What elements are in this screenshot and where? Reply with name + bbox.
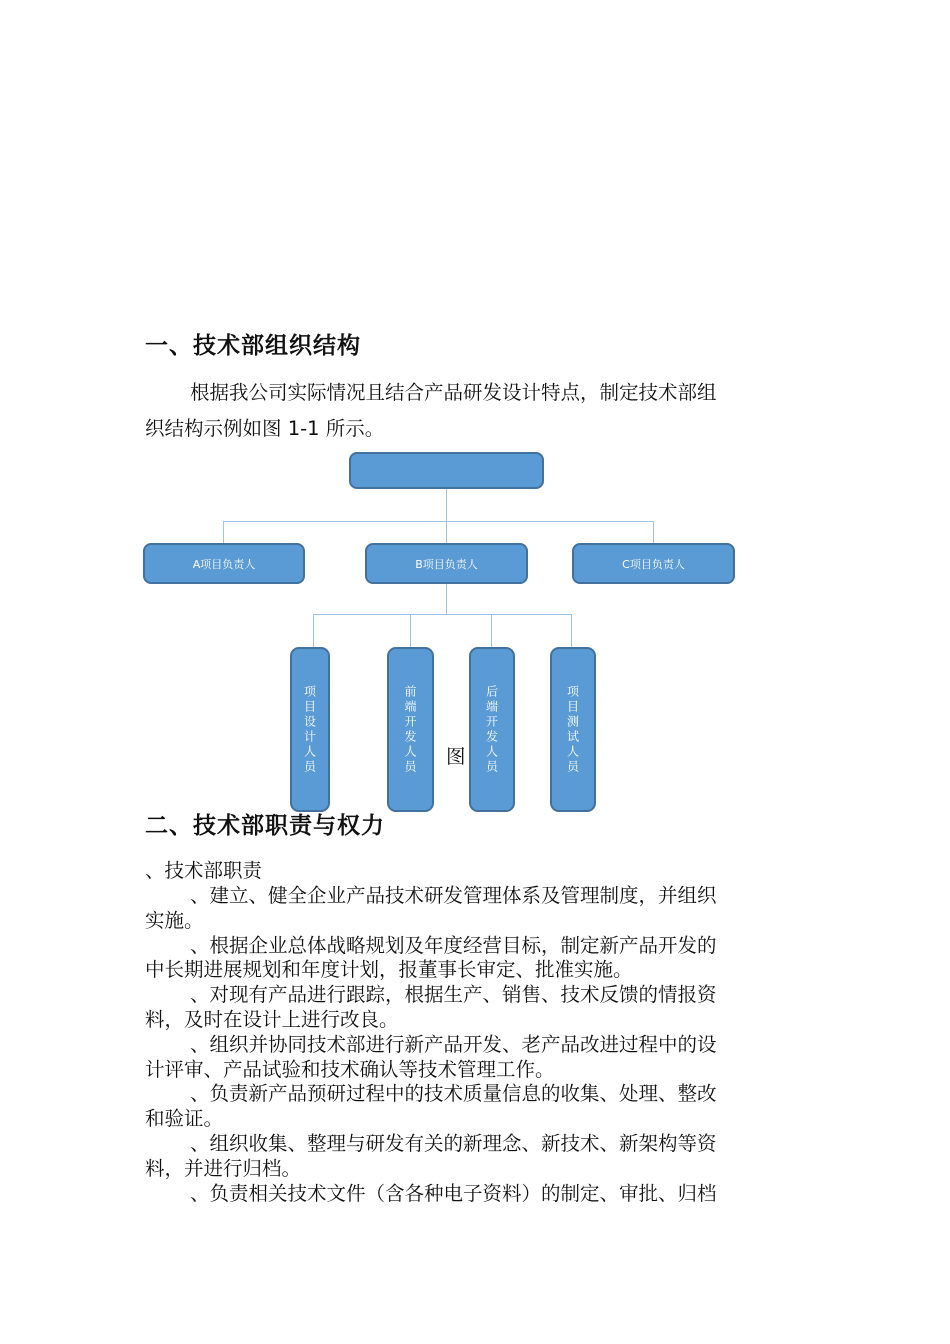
section-heading-2: 二、技术部职责与权力: [145, 813, 385, 839]
duty-line: 、负责新产品预研过程中的技术质量信息的收集、处理、整改: [190, 1082, 717, 1106]
duties-list: [145, 884, 810, 1206]
duty-line: 料，并进行归档。: [145, 1156, 302, 1180]
duty-line: 、组织并协同技术部进行新产品开发、老产品改进过程中的设: [190, 1032, 717, 1056]
manager-box-b: B项目负责人: [365, 543, 528, 584]
connector-line: [491, 614, 492, 648]
connector-line: [653, 521, 654, 544]
duty-line: 、组织收集、整理与研发有关的新理念、新技术、新架构等资: [190, 1131, 717, 1155]
connector-line: [223, 521, 224, 544]
manager-box-c: C项目负责人: [572, 543, 735, 584]
duty-line: 中长期进展规划和年度计划，报董事长审定、批准实施。: [145, 958, 633, 982]
connector-line: [313, 614, 314, 648]
connector-line: [313, 614, 572, 615]
manager-box-a: A项目负责人: [143, 543, 305, 584]
staff-box-testing: 项目测试人员: [550, 647, 596, 812]
connector-line: [410, 614, 411, 648]
duty-line: 计评审、产品试验和技术确认等技术管理工作。: [145, 1057, 555, 1081]
sub-heading: 、技术部职责: [145, 859, 263, 882]
connector-line: [571, 614, 572, 648]
section-heading-1: 一、技术部组织结构: [145, 333, 361, 359]
staff-box-backend: 后端开发人员: [469, 647, 515, 812]
staff-box-frontend: 前端开发人员: [387, 647, 434, 812]
duty-line: 、负责相关技术文件（含各种电子资料）的制定、审批、归档: [190, 1181, 717, 1205]
connector-line: [446, 489, 447, 544]
connector-line: [223, 521, 654, 522]
duty-line: 、根据企业总体战略规划及年度经营目标，制定新产品开发的: [190, 933, 717, 957]
org-top-box: [349, 452, 544, 489]
intro-line-2: 织结构示例如图 1-1 所示。: [145, 417, 385, 440]
intro-line-1: 根据我公司实际情况且结合产品研发设计特点，制定技术部组: [190, 381, 717, 404]
staff-box-design: 项目设计人员: [290, 647, 330, 812]
duty-line: 、对现有产品进行跟踪，根据生产、销售、技术反馈的情报资: [190, 983, 717, 1007]
duty-line: 料，及时在设计上进行改良。: [145, 1007, 399, 1031]
duty-line: 和验证。: [145, 1107, 224, 1131]
duty-line: 实施。: [145, 908, 204, 932]
duty-line: 、建立、健全企业产品技术研发管理体系及管理制度，并组织: [190, 884, 717, 907]
figure-caption: 图: [446, 745, 466, 768]
connector-line: [446, 584, 447, 614]
